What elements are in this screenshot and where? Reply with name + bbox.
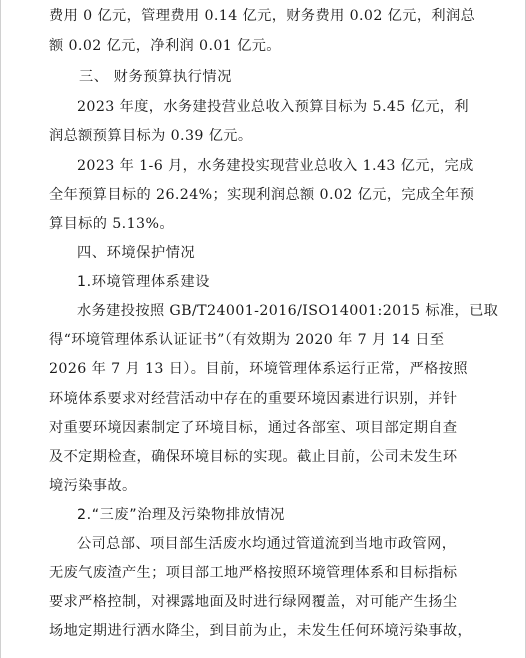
text-line-8: 算目标的 5.13%。 [49, 216, 174, 232]
text-line-2: 额 0.02 亿元，净利润 0.01 亿元。 [49, 38, 281, 54]
text-line-5: 润总额预算目标为 0.39 亿元。 [49, 128, 253, 144]
text-line-1: 费用 0 亿元，管理费用 0.14 亿元，财务费用 0.02 亿元，利润总 [49, 8, 476, 24]
section-heading-environment: 四、环境保护情况 [77, 245, 196, 261]
subheading-env-management: 1.环境管理体系建设 [77, 274, 211, 290]
text-line-6: 2023 年 1-6 月，水务建投实现营业总收入 1.43 亿元，完成 [77, 158, 474, 174]
text-line-7: 全年预算目标的 26.24%；实现利润总额 0.02 亿元，完成全年预 [49, 187, 475, 203]
text-line-17: 境污染事故。 [49, 478, 137, 494]
text-line-13: 2026 年 7 月 13 日）。目前，环境管理体系运行正常，严格按照 [49, 361, 468, 377]
text-line-15: 对重要环境因素制定了环境目标，通过各部室、项目部定期自查 [49, 420, 458, 436]
text-line-4: 2023 年度，水务建投营业总收入预算目标为 5.45 亿元，利 [77, 99, 469, 115]
text-line-20: 无废气废渣产生；项目部工地严格按照环境管理体系和目标指标 [49, 565, 458, 581]
section-heading-budget: 三、 财务预算执行情况 [79, 69, 232, 85]
text-line-19: 公司总部、项目部生活废水均通过管道流到当地市政管网， [77, 536, 457, 552]
text-line-12: 得“环境管理体系认证证书”（有效期为 2020 年 7 月 14 日至 [49, 332, 445, 348]
text-line-16: 及不定期检查，确保环境目标的实现。截止目前，公司未发生环 [49, 449, 458, 465]
text-line-22: 场地定期进行洒水降尘，到目前为止，未发生任何环境污染事故， [49, 623, 473, 639]
text-line-14: 环境体系要求对经营活动中存在的重要环境因素进行识别，并针 [49, 391, 458, 407]
subheading-three-wastes: 2.“三废”治理及污染物排放情况 [77, 507, 286, 523]
text-line-11: 水务建投按照 GB/T24001-2016/ISO14001:2015 标准，已取 [77, 303, 499, 319]
text-line-21: 要求严格控制，对裸露地面及时进行绿网覆盖，对可能产生扬尘 [49, 594, 458, 610]
